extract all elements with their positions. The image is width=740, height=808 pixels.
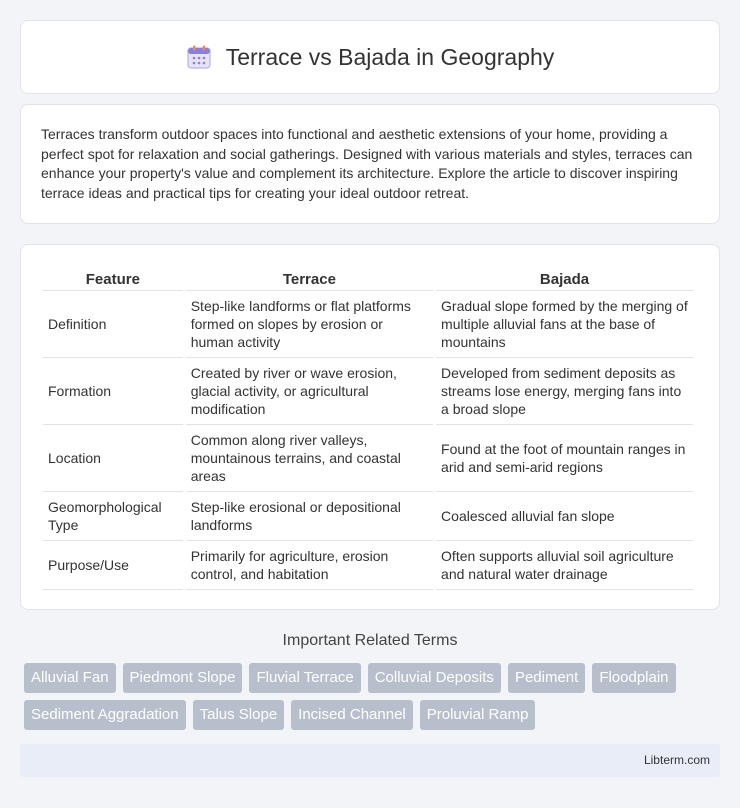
table-row: [43, 291, 693, 358]
footer-link[interactable]: Libterm.com: [643, 753, 710, 767]
row-feature: Definition: [43, 291, 183, 358]
related-terms-tags: [24, 663, 724, 737]
intro-text: Terraces transform outdoor spaces into functional and aesthetic extensions of your home, providing a perfect spot for relaxation and social gatherings. Designed with various materials and styles, terraces can enhance your property's value and complement its architecture. Explore the article to discover inspiring terrace ideas and practical tips for creating your ideal outdoor retreat.: [41, 126, 693, 201]
tag-row: [24, 700, 724, 730]
row-bajada: Developed from sediment deposits as streams lose energy, merging fans into a broad slope: [436, 358, 693, 425]
row-terrace: Step-like landforms or flat platforms formed on slopes by erosion or human activity: [186, 291, 433, 358]
row-feature: Location: [43, 425, 183, 492]
comparison-table-card: [20, 244, 720, 610]
tag-floodplain[interactable]: Floodplain: [592, 663, 675, 693]
tag-pediment[interactable]: Pediment: [508, 663, 585, 693]
tag-talus-slope[interactable]: Talus Slope: [193, 700, 285, 730]
tag-incised-channel[interactable]: Incised Channel: [291, 700, 413, 730]
footer: [20, 744, 720, 777]
tag-proluvial-ramp[interactable]: Proluvial Ramp: [420, 700, 536, 730]
title-card: [20, 20, 720, 94]
row-bajada: Gradual slope formed by the merging of multiple alluvial fans at the base of mountains: [436, 291, 693, 358]
tag-row: [24, 663, 724, 693]
tag-sediment-aggradation[interactable]: Sediment Aggradation: [24, 700, 186, 730]
calendar-grid-icon: [186, 44, 212, 70]
row-terrace: Created by river or wave erosion, glacial activity, or agricultural modification: [186, 358, 433, 425]
tag-colluvial-deposits[interactable]: Colluvial Deposits: [368, 663, 501, 693]
row-bajada: Coalesced alluvial fan slope: [436, 492, 693, 541]
row-feature: Geomorphological Type: [43, 492, 183, 541]
tag-fluvial-terrace[interactable]: Fluvial Terrace: [249, 663, 360, 693]
table-row: [43, 425, 693, 492]
row-feature: Formation: [43, 358, 183, 425]
related-terms-title: Important Related Terms: [282, 632, 458, 649]
intro-card: [20, 104, 720, 224]
table-row: [43, 358, 693, 425]
row-bajada: Often supports alluvial soil agriculture and natural water drainage: [436, 541, 693, 590]
table-row: [43, 492, 693, 541]
row-terrace: Primarily for agriculture, erosion control, and habitation: [186, 541, 433, 590]
table-header-row: [43, 267, 693, 291]
row-bajada: Found at the foot of mountain ranges in arid and semi-arid regions: [436, 425, 693, 492]
row-terrace: Step-like erosional or depositional landforms: [186, 492, 433, 541]
row-feature: Purpose/Use: [43, 541, 183, 590]
header-terrace: Terrace: [186, 267, 433, 291]
tag-piedmont-slope[interactable]: Piedmont Slope: [123, 663, 243, 693]
row-terrace: Common along river valleys, mountainous terrains, and coastal areas: [186, 425, 433, 492]
tag-alluvial-fan[interactable]: Alluvial Fan: [24, 663, 116, 693]
table-row: [43, 541, 693, 590]
comparison-table: [40, 267, 696, 590]
header-bajada: Bajada: [436, 267, 693, 291]
header-feature: Feature: [43, 267, 183, 291]
page-title: Terrace vs Bajada in Geography: [225, 43, 555, 70]
